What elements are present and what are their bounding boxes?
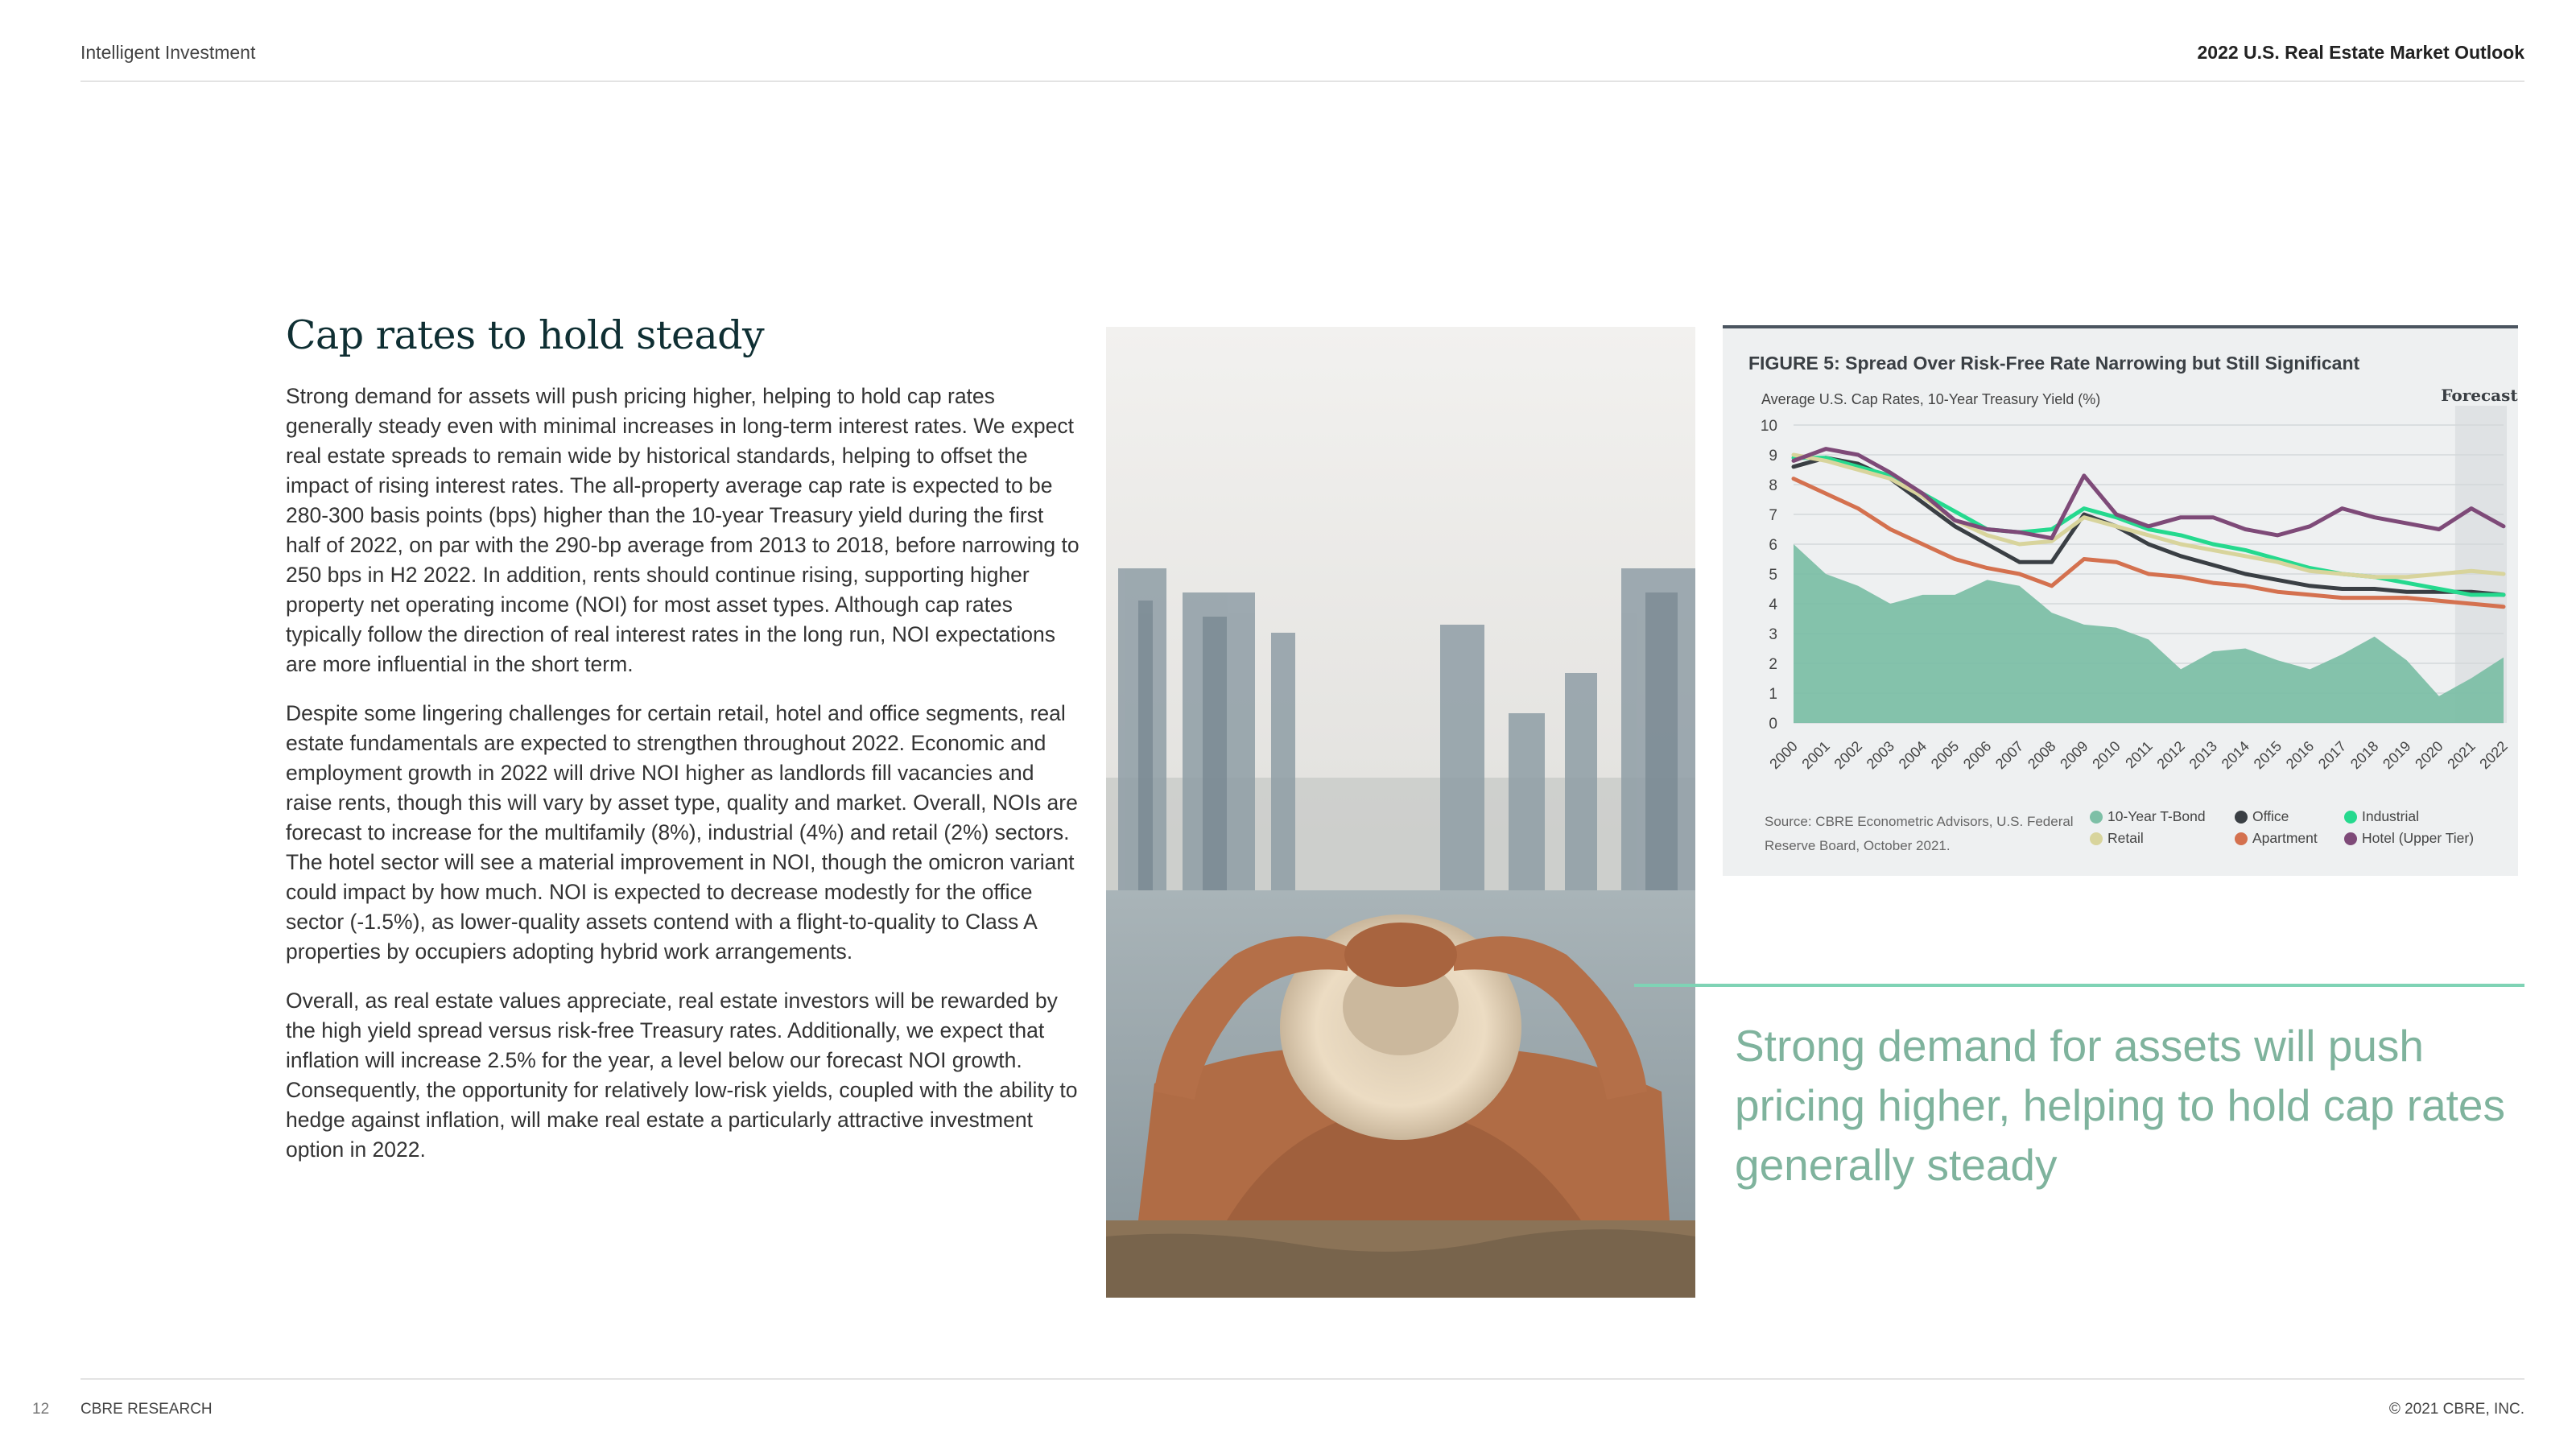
x-tick-label: 2003 (1863, 737, 1898, 773)
legend-swatch (2235, 811, 2248, 824)
legend-item (2344, 830, 2505, 847)
article-paragraph: Strong demand for assets will push pricing higher, helping to hold cap rates generally steady even with minimal increases in long-term interest rates. We expect real estate spreads to remain wide by historical standards, helping to offset the impact of rising interest rates. The all-property average cap rate is expected to be 280-300 basis points (bps) higher than the 10-year Treasury yield during the first half of 2022, on par with the 290-bp average from 2013 to 2018, before narrowing to 250 bps in H2 2022. In addition, rents should continue rising, supporting higher property net operating income (NOI) for most asset types. Although cap rates typically follow the direction of real interest rates in the long run, NOI expectations are more influential in the short term. (286, 384, 1080, 676)
cap-rate-chart (1723, 328, 2518, 811)
figure-source: Source: CBRE Econometric Advisors, U.S. Federal Reserve Board, October 2021. (1765, 814, 2074, 853)
y-tick-label: 4 (1769, 597, 1777, 613)
legend-swatch (2344, 811, 2357, 824)
x-tick-label: 2020 (2412, 737, 2446, 773)
x-tick-label: 2001 (1798, 737, 1833, 773)
legend-label: Retail (2107, 830, 2144, 846)
article-paragraph: Overall, as real estate values appreciate, real estate investors will be rewarded by the high yield spread versus risk-free Treasury rates. Additionally, we expect that inflation will increase 2.5% for the year, a level below our forecast NOI growth. Consequently, the opportunity for relatively low-risk yields, coupled with the ability to hedge against inflation, will make real estate a particularly attractive investment option in 2022. (286, 989, 1078, 1162)
legend-label: Hotel (Upper Tier) (2362, 830, 2475, 846)
y-tick-label: 5 (1769, 567, 1777, 584)
header-section-label: Intelligent Investment (80, 42, 256, 63)
y-tick-label: 2 (1769, 656, 1777, 673)
y-tick-label: 7 (1769, 507, 1777, 524)
x-tick-label: 2014 (2218, 737, 2253, 773)
legend-swatch (2235, 832, 2248, 845)
figure-title: FIGURE 5: Spread Over Risk-Free Rate Narrowing but Still Significant (1748, 353, 2360, 374)
y-tick-label: 3 (1769, 626, 1777, 643)
x-tick-label: 2004 (1895, 737, 1930, 773)
article-body (286, 382, 1083, 1184)
legend-swatch (2090, 811, 2103, 824)
legend-item (2235, 808, 2344, 825)
footer-copyright: © 2021 CBRE, INC. (2388, 1401, 2524, 1418)
article-paragraph: Despite some lingering challenges for certain retail, hotel and office segments, real estate fundamentals are expected to strengthen throughout 2022. Economic and employment growth in 2022 will drive NOI higher as landlords fill vacancies and raise rents, though this will vary by asset type, quality and market. Overall, NOIs are forecast to increase for the multifamily (8%), industrial (4%) and retail (2%) sectors. The hotel sector will see a material improvement in NOI, though the omicron variant could impact by how much. NOI is expected to decrease modestly for the office sector (-1.5%), as lower-quality assets contend with a flight-to-quality to Class A properties by occupiers adopting hybrid work arrangements. (286, 701, 1078, 964)
legend-swatch (2090, 832, 2103, 845)
y-tick-label: 6 (1769, 537, 1777, 554)
footer-divider (80, 1378, 2524, 1380)
chart-legend (2090, 808, 2508, 847)
legend-label: Industrial (2362, 808, 2420, 824)
legend-label: Apartment (2252, 830, 2318, 846)
x-tick-label: 2017 (2314, 737, 2350, 773)
x-tick-label: 2018 (2347, 737, 2382, 773)
x-tick-label: 2007 (1992, 737, 2027, 773)
y-tick-label: 1 (1769, 686, 1777, 703)
series-line-retail (1794, 455, 2504, 577)
y-tick-label: 8 (1769, 477, 1777, 494)
x-tick-label: 2012 (2153, 737, 2188, 773)
legend-item (2090, 830, 2235, 847)
x-tick-label: 2016 (2282, 737, 2318, 773)
legend-item (2344, 808, 2505, 825)
y-tick-label: 0 (1769, 716, 1777, 733)
forecast-label: Forecast (2441, 386, 2518, 405)
x-tick-label: 2019 (2380, 737, 2414, 773)
article-title: Cap rates to hold steady (286, 312, 765, 358)
x-tick-label: 2008 (2025, 737, 2059, 773)
header-report-title: 2022 U.S. Real Estate Market Outlook (2197, 42, 2524, 63)
legend-item (2235, 830, 2344, 847)
legend-label: Office (2252, 808, 2289, 824)
x-tick-label: 2015 (2250, 737, 2285, 773)
x-tick-label: 2006 (1959, 737, 1995, 773)
legend-item (2090, 808, 2235, 825)
x-tick-label: 2002 (1831, 737, 1866, 773)
x-tick-label: 2022 (2476, 737, 2511, 773)
x-tick-label: 2021 (2444, 737, 2479, 773)
x-tick-label: 2009 (2057, 737, 2091, 773)
header-divider (80, 80, 2524, 82)
rooftop-pool-photo (1106, 327, 1695, 1298)
x-tick-label: 2000 (1766, 737, 1801, 773)
legend-swatch (2344, 832, 2357, 845)
footer-publisher: CBRE RESEARCH (80, 1401, 213, 1418)
y-tick-label: 9 (1769, 448, 1777, 464)
pull-quote: Strong demand for assets will push pricing higher, helping to hold cap rates generally steady (1735, 1021, 2506, 1190)
page-number: 12 (32, 1401, 50, 1418)
figure-5-panel (1723, 325, 2518, 876)
y-tick-label: 10 (1760, 418, 1777, 435)
figure-subtitle: Average U.S. Cap Rates, 10-Year Treasury Yield (%) (1761, 391, 2101, 407)
legend-label: 10-Year T-Bond (2107, 808, 2206, 824)
x-tick-label: 2005 (1927, 737, 1963, 773)
x-tick-label: 2013 (2186, 737, 2221, 773)
pull-quote-divider (1634, 984, 2524, 987)
x-tick-label: 2011 (2122, 737, 2156, 772)
series-line-hotel-upper-tier (1794, 449, 2504, 539)
x-tick-label: 2010 (2089, 737, 2124, 773)
